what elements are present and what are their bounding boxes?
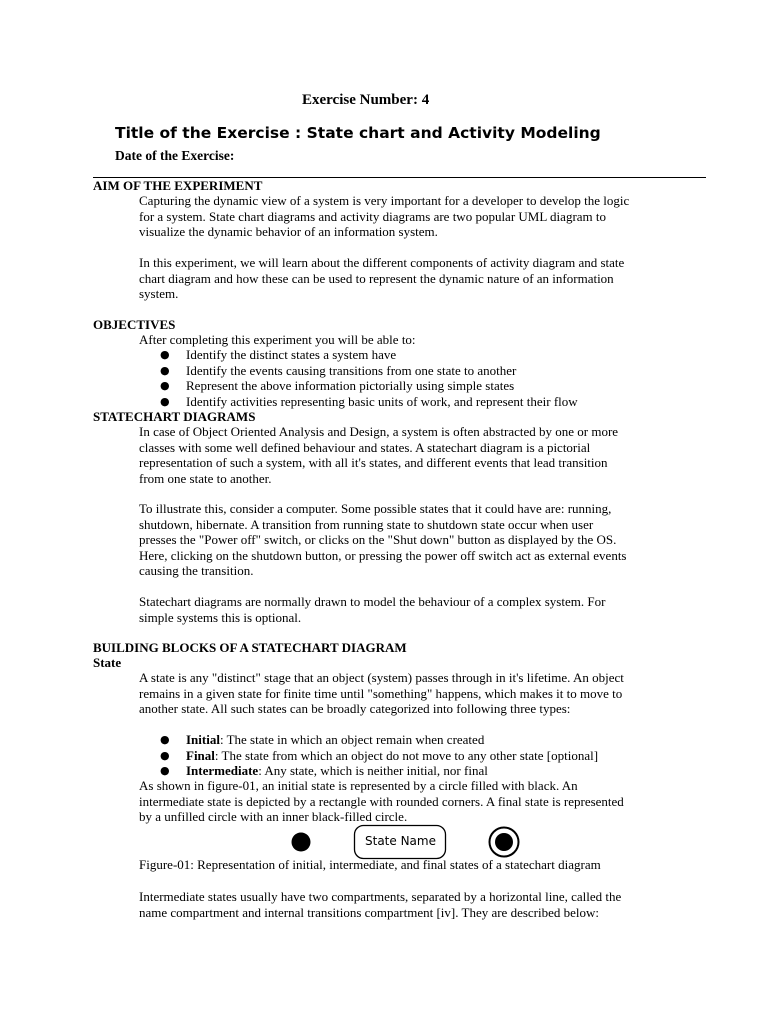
term: Final	[186, 747, 215, 763]
state-paragraph-1	[139, 670, 624, 717]
statechart-paragraph-3	[139, 594, 605, 625]
exercise-number: Exercise Number: 4	[302, 92, 430, 108]
text-line: causing the transition.	[139, 563, 254, 578]
figure-01	[280, 822, 530, 862]
text-line: Here, clicking on the shutdown button, or pressing the power off switch act as external events	[139, 547, 627, 563]
text-line: another state. All such states can be broadly categorized into following three types:	[139, 701, 571, 716]
statechart-paragraph-2	[139, 501, 627, 579]
statechart-heading: STATECHART DIAGRAMS	[93, 409, 256, 424]
term: Initial	[186, 732, 220, 747]
text-line: As shown in figure-01, an initial state is represented by a circle filled with black. An	[139, 778, 578, 793]
bullet-icon: ●	[160, 394, 170, 408]
text-line: classes with some well defined behaviour and states. A statechart diagram is a pictorial	[139, 439, 591, 455]
exercise-title: Title of the Exercise : State chart and Activity Modeling	[115, 124, 601, 142]
text-line: Capturing the dynamic view of a system is very important for a developer to develop the logic	[139, 193, 630, 208]
bullet-icon: ●	[160, 748, 170, 762]
text-line: presses the "Power off" switch, or clicks on the "Shut down" button as displayed by the OS.	[139, 532, 617, 547]
list-item-text: Represent the above information pictorially using simple states	[186, 378, 515, 393]
figure-caption: Figure-01: Representation of initial, intermediate, and final states of a statechart diagram	[139, 857, 601, 872]
statechart-paragraph-1	[139, 424, 618, 486]
text-line: representation of such a system, with all it's states, and different events that lead transition	[139, 455, 608, 470]
exercise-date: Date of the Exercise:	[115, 148, 235, 163]
state-subheading: State	[93, 655, 122, 670]
list-item-text	[186, 763, 488, 779]
text-line: In case of Object Oriented Analysis and Design, a system is often abstracted by one or more	[139, 424, 619, 439]
text-line: In this experiment, we will learn about the different components of activity diagram and state	[139, 255, 625, 270]
list-item-text: Identify activities representing basic units of work, and represent their flow	[186, 393, 578, 409]
aim-heading: AIM OF THE EXPERIMENT	[93, 178, 263, 193]
building-blocks-heading: BUILDING BLOCKS OF A STATECHART DIAGRAM	[93, 640, 407, 655]
text-line: system.	[139, 286, 179, 301]
aim-paragraph-1	[139, 193, 629, 240]
list-item-text	[186, 748, 598, 764]
bullet-icon: ●	[160, 348, 170, 361]
initial-state-icon	[292, 833, 311, 852]
text-line: name compartment and internal transitions compartment [iv]. They are described below:	[139, 904, 600, 920]
term: Intermediate	[186, 763, 259, 778]
term-description: : The state from which an object do not move to any other state [optional]	[214, 747, 599, 763]
bullet-icon: ●	[160, 733, 170, 746]
final-state-inner-circle	[495, 833, 513, 851]
text-line: To illustrate this, consider a computer. Some possible states that it could have are: running,	[139, 501, 612, 516]
bullet-icon: ●	[160, 764, 170, 777]
text-line: A state is any "distinct" stage that an object (system) passes through in it's lifetime. An object	[139, 670, 624, 685]
term-description: : Any state, which is neither initial, nor final	[258, 763, 488, 778]
bullet-icon: ●	[160, 379, 170, 392]
text-line: Statechart diagrams are normally drawn to model the behaviour of a complex system. For	[139, 594, 606, 609]
objectives-intro: After completing this experiment you will be able to:	[139, 332, 416, 347]
text-line: intermediate state is depicted by a rectangle with rounded corners. A final state is represented	[139, 793, 624, 809]
state-name-label: State Name	[365, 834, 436, 848]
text-line: chart diagram and how these can be used to represent the dynamic nature of an information	[139, 270, 614, 286]
text-line: remains in a given state for finite time until "something" happens, which makes it to move to	[139, 685, 623, 701]
list-item-text: Identify the events causing transitions from one state to another	[186, 362, 517, 378]
text-line: shutdown, hibernate. A transition from running state to shutdown state occur when user	[139, 516, 594, 532]
text-line: simple systems this is optional.	[139, 609, 302, 625]
aim-paragraph-2	[139, 255, 624, 302]
text-line: by a unfilled circle with an inner black-filled circle.	[139, 809, 408, 824]
term-description: : The state in which an object remain when created	[219, 732, 485, 747]
state-paragraph-3	[139, 889, 621, 920]
list-item-text	[186, 732, 484, 748]
state-paragraph-2	[139, 778, 624, 825]
text-line: for a system. State chart diagrams and activity diagrams are two popular UML diagram to	[139, 208, 607, 224]
text-line: visualize the dynamic behavior of an information system.	[139, 224, 438, 239]
text-line: Intermediate states usually have two compartments, separated by a horizontal line, called the	[139, 889, 622, 904]
bullet-icon: ●	[160, 363, 170, 377]
text-line: from one state to another.	[139, 470, 272, 486]
objectives-heading: OBJECTIVES	[93, 317, 176, 332]
list-item-text: Identify the distinct states a system have	[186, 347, 397, 362]
